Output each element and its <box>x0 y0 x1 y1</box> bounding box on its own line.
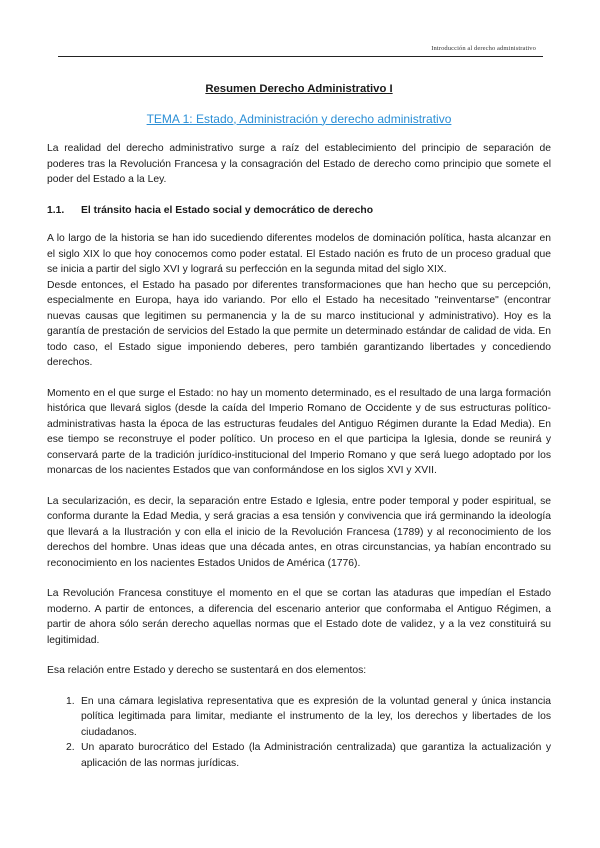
paragraph-3: Momento en el que surge el Estado: no hay un momento determinado, es el resultado de una larga formación histórica que llevará siglos (desde la caída del Imperio Romano de Occidente y de sus estructuras político-administrativas hasta la época de las estructuras feudales del Antiguo Régimen durante la Edad Media). En ese tiempo se reconstruye el poder político. Un proceso en el que participa la Iglesia, donde se reunirá y conservará parte de la tradición jurídico-institucional del Imperio Romano y que será luego adoptado por los monarcas de los nacientes Estados que van conformándose en los siglos XVI y XVII. <box>47 387 551 476</box>
paragraph-5: La Revolución Francesa constituye el momento en el que se cortan las ataduras que impedían el Estado moderno. A partir de entonces, a diferencia del escenario anterior que conformaba el Antiguo Régimen, a partir de ahora sólo serán derecho aquellas normas que el Estado dote de validez, y a la vez constituirá su legitimidad. <box>47 588 551 646</box>
document-body <box>47 82 551 771</box>
section-heading <box>47 203 551 219</box>
list-item-text: Un aparato burocrático del Estado (la Administración centralizada) que garantiza la actualización y aplicación de las normas jurídicas. <box>81 742 551 769</box>
running-header: Introducción al derecho administrativo <box>431 45 536 52</box>
intro-paragraph: La realidad del derecho administrativo surge a raíz del establecimiento del principio de separación de poderes tras la Revolución Francesa y la consagración del Estado de derecho como principio que somete el poder del Estado a la Ley. <box>47 143 551 185</box>
paragraph-6: Esa relación entre Estado y derecho se sustentará en dos elementos: <box>47 665 367 676</box>
section-number: 1.1. <box>47 204 65 216</box>
document-title: Resumen Derecho Administrativo I <box>205 83 393 95</box>
paragraph-2: Desde entonces, el Estado ha pasado por diferentes transformaciones que han hecho que su percepción, especialmente en Europa, haya ido variando. Por ello el Estado ha necesitado "reinventarse" (encontrar nuevas causas que legitimen su permanencia y la de su marco institucional y administrativo). Hoy es la garantía de prestación de servicios del Estado la que permite un determinado estándar de calidad de vida. En todo caso, el Estado sigue imponiendo deberes, pero también garantizando libertades y concediendo derechos. <box>47 279 551 368</box>
section-title: El tránsito hacia el Estado social y democrático de derecho <box>81 204 374 216</box>
numbered-list <box>47 694 551 772</box>
header-rule <box>58 56 543 57</box>
list-item-text: En una cámara legislativa representativa que es expresión de la voluntad general y única instancia política legitimada para limitar, mediante el instrumento de la ley, los derechos y libertades de los ciudadanos. <box>81 695 551 738</box>
paragraph-1: A lo largo de la historia se han ido sucediendo diferentes modelos de dominación política, hasta alcanzar en el siglo XIX lo que hoy conocemos como poder estatal. El Estado nación es fruto de un proceso gradual que se inicia a partir del siglo XVI y logrará su perfección en la segunda mitad del siglo XIX. <box>47 233 551 275</box>
topic-heading: TEMA 1: Estado, Administración y derecho administrativo <box>146 111 452 126</box>
list-item-number: 1. <box>66 695 75 707</box>
list-item-number: 2. <box>66 742 75 753</box>
list-item <box>47 694 551 741</box>
paragraph-4: La secularización, es decir, la separación entre Estado e Iglesia, entre poder temporal y poder espiritual, se conforma durante la Edad Media, y será gracias a esa tensión y convivencia que irá germinando la ideología que llevará a la Ilustración y con ella el inicio de la Revolución Francesa (1789) y al reconocimiento de los derechos del hombre. Unas ideas que una década antes, en otras circunstancias, ya habían encontrado su reconocimiento en los nacientes Estados Unidos de América (1776). <box>47 495 551 569</box>
list-item <box>47 740 551 771</box>
